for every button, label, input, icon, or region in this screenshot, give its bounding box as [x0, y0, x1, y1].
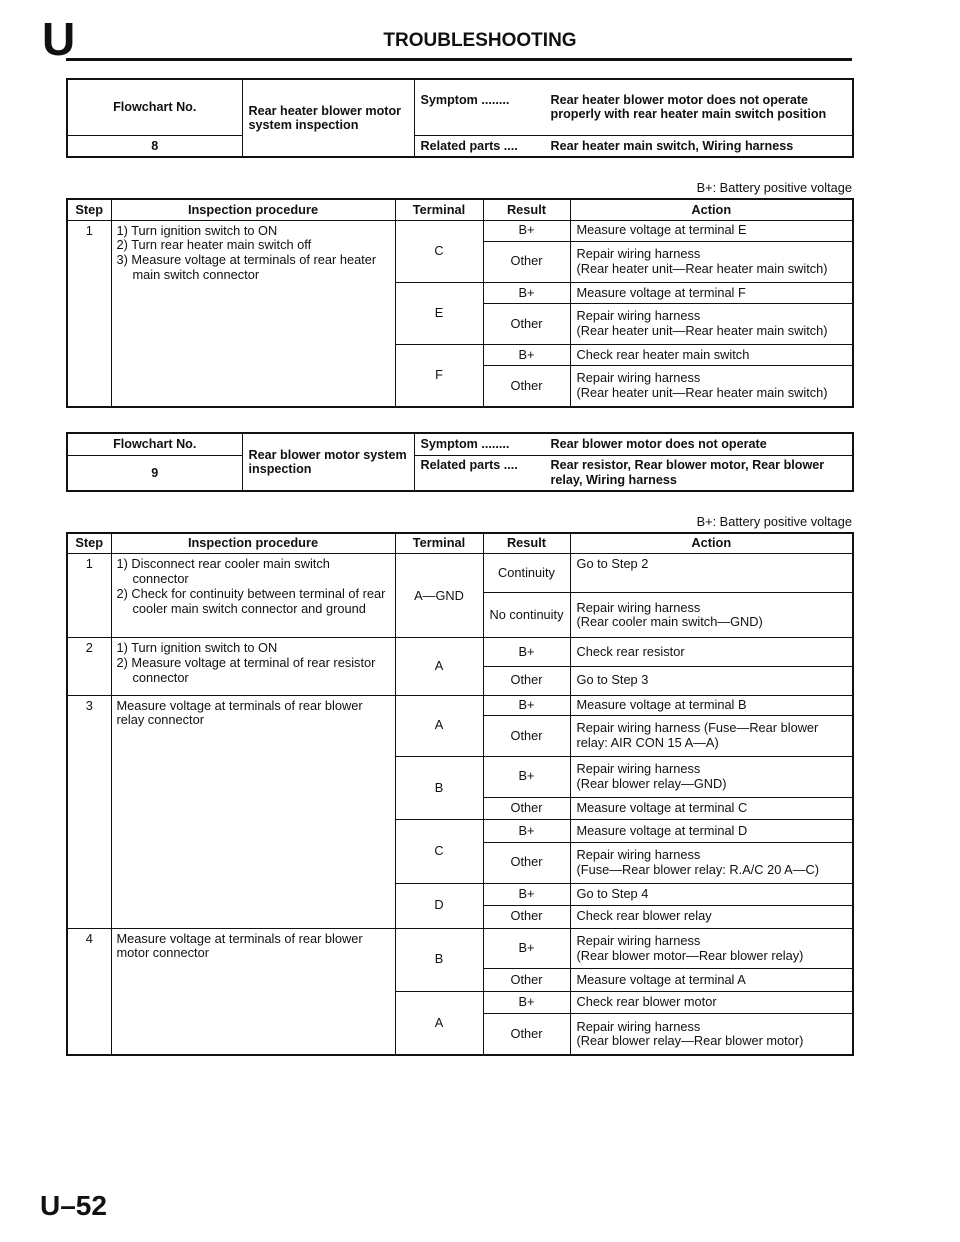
result: B+ — [483, 345, 570, 366]
terminal: A — [395, 638, 483, 695]
page-title: TROUBLESHOOTING — [383, 30, 577, 51]
terminal: F — [395, 345, 483, 407]
action: Repair wiring harness (Rear blower relay—Rear blower motor) — [570, 1014, 853, 1055]
action: Measure voltage at terminal F — [570, 282, 853, 303]
inspection-procedure: Measure voltage at terminals of rear blower relay connector — [111, 695, 395, 928]
page-number: U–52 — [40, 1190, 107, 1221]
flowchart-no: 9 — [67, 455, 242, 491]
action-header: Action — [570, 199, 853, 220]
result: B+ — [483, 695, 570, 715]
action: Repair wiring harness (Rear heater unit—Rear heater main switch) — [570, 241, 853, 282]
action: Measure voltage at terminal B — [570, 695, 853, 715]
result: Other — [483, 241, 570, 282]
symptom-text: Rear blower motor does not operate — [550, 437, 767, 452]
related-parts-label: Related parts .... — [420, 138, 518, 153]
result: No continuity — [483, 593, 570, 638]
result: Continuity — [483, 554, 570, 593]
terminal: B — [395, 756, 483, 819]
result: B+ — [483, 928, 570, 969]
result: Other — [483, 906, 570, 928]
bplus-note: B+: Battery positive voltage — [696, 180, 852, 195]
result: Other — [483, 666, 570, 695]
result: Other — [483, 303, 570, 344]
bplus-note: B+: Battery positive voltage — [696, 514, 852, 529]
result: B+ — [483, 638, 570, 667]
result: Other — [483, 365, 570, 407]
result-header: Result — [483, 533, 570, 554]
section-letter: U — [42, 13, 76, 65]
step-number: 1 — [67, 220, 111, 407]
step-header: Step — [67, 533, 111, 554]
flowchart-title: Rear heater blower motor system inspection — [242, 79, 414, 157]
symptom-label: Symptom ........ — [420, 92, 510, 107]
action-header: Action — [570, 533, 853, 554]
action: Repair wiring harness (Rear cooler main switch—GND) — [570, 593, 853, 638]
result: B+ — [483, 282, 570, 303]
result: B+ — [483, 820, 570, 842]
action: Measure voltage at terminal C — [570, 797, 853, 819]
terminal: A—GND — [395, 554, 483, 638]
result: Other — [483, 969, 570, 991]
action: Check rear heater main switch — [570, 345, 853, 366]
action: Repair wiring harness (Fuse—Rear blower relay: R.A/C 20 A—C) — [570, 842, 853, 883]
result: Other — [483, 715, 570, 756]
inspection-table-9 — [66, 532, 854, 1056]
result: Other — [483, 1014, 570, 1055]
result: B+ — [483, 883, 570, 905]
inspection-procedure: 1) Turn ignition switch to ON 2) Turn rear heater main switch off 3) Measure voltage at terminals of rear heater main switch connector — [111, 220, 395, 407]
step-number: 2 — [67, 638, 111, 695]
result: Other — [483, 842, 570, 883]
action: Repair wiring harness (Rear blower relay—GND) — [570, 756, 853, 797]
inspection-procedure: Measure voltage at terminals of rear blower motor connector — [111, 928, 395, 1055]
action: Repair wiring harness (Fuse—Rear blower relay: AIR CON 15 A—A) — [570, 715, 853, 756]
related-parts-label: Related parts .... — [420, 458, 518, 473]
flowchart-title: Rear blower motor system inspection — [242, 433, 414, 491]
flowchart-8-header — [66, 78, 854, 158]
action: Go to Step 3 — [570, 666, 853, 695]
symptom-text: Rear heater blower motor does not operate properly with rear heater main switch position — [550, 92, 827, 122]
step-number: 3 — [67, 695, 111, 928]
step-number: 1 — [67, 554, 111, 638]
action: Measure voltage at terminal E — [570, 220, 853, 241]
flowchart-no-label: Flowchart No. — [67, 433, 242, 455]
terminal-header: Terminal — [395, 199, 483, 220]
action: Measure voltage at terminal D — [570, 820, 853, 842]
step-number: 4 — [67, 928, 111, 1055]
terminal: A — [395, 695, 483, 756]
action: Check rear resistor — [570, 638, 853, 667]
terminal: C — [395, 820, 483, 883]
terminal: E — [395, 282, 483, 344]
result: B+ — [483, 756, 570, 797]
action: Repair wiring harness (Rear heater unit—Rear heater main switch) — [570, 303, 853, 344]
related-parts-cell — [414, 455, 853, 491]
action: Go to Step 2 — [570, 554, 853, 593]
result: Other — [483, 797, 570, 819]
procedure-header: Inspection procedure — [111, 199, 395, 220]
terminal: D — [395, 883, 483, 928]
inspection-procedure: 1) Disconnect rear cooler main switch connector 2) Check for continuity between terminal of rear cooler main switch connector and ground — [111, 554, 395, 638]
symptom-label: Symptom ........ — [420, 437, 510, 452]
inspection-table-8 — [66, 198, 854, 408]
terminal-header: Terminal — [395, 533, 483, 554]
header-rule — [66, 58, 852, 61]
related-parts-text: Rear heater main switch, Wiring harness — [550, 138, 794, 153]
action: Go to Step 4 — [570, 883, 853, 905]
action: Check rear blower relay — [570, 906, 853, 928]
related-parts-cell — [414, 135, 853, 157]
procedure-header: Inspection procedure — [111, 533, 395, 554]
result: B+ — [483, 991, 570, 1013]
action: Measure voltage at terminal A — [570, 969, 853, 991]
inspection-procedure: 1) Turn ignition switch to ON 2) Measure voltage at terminal of rear resistor connector — [111, 638, 395, 695]
flowchart-no-label: Flowchart No. — [67, 79, 242, 135]
symptom-cell — [414, 433, 853, 455]
result-header: Result — [483, 199, 570, 220]
terminal: C — [395, 220, 483, 282]
flowchart-9-header — [66, 432, 854, 492]
step-header: Step — [67, 199, 111, 220]
flowchart-no: 8 — [67, 135, 242, 157]
action: Repair wiring harness (Rear heater unit—Rear heater main switch) — [570, 365, 853, 407]
related-parts-text: Rear resistor, Rear blower motor, Rear blower relay, Wiring harness — [550, 458, 825, 487]
terminal: A — [395, 991, 483, 1055]
terminal: B — [395, 928, 483, 991]
action: Check rear blower motor — [570, 991, 853, 1013]
symptom-cell — [414, 79, 853, 135]
action: Repair wiring harness (Rear blower motor—Rear blower relay) — [570, 928, 853, 969]
result: B+ — [483, 220, 570, 241]
